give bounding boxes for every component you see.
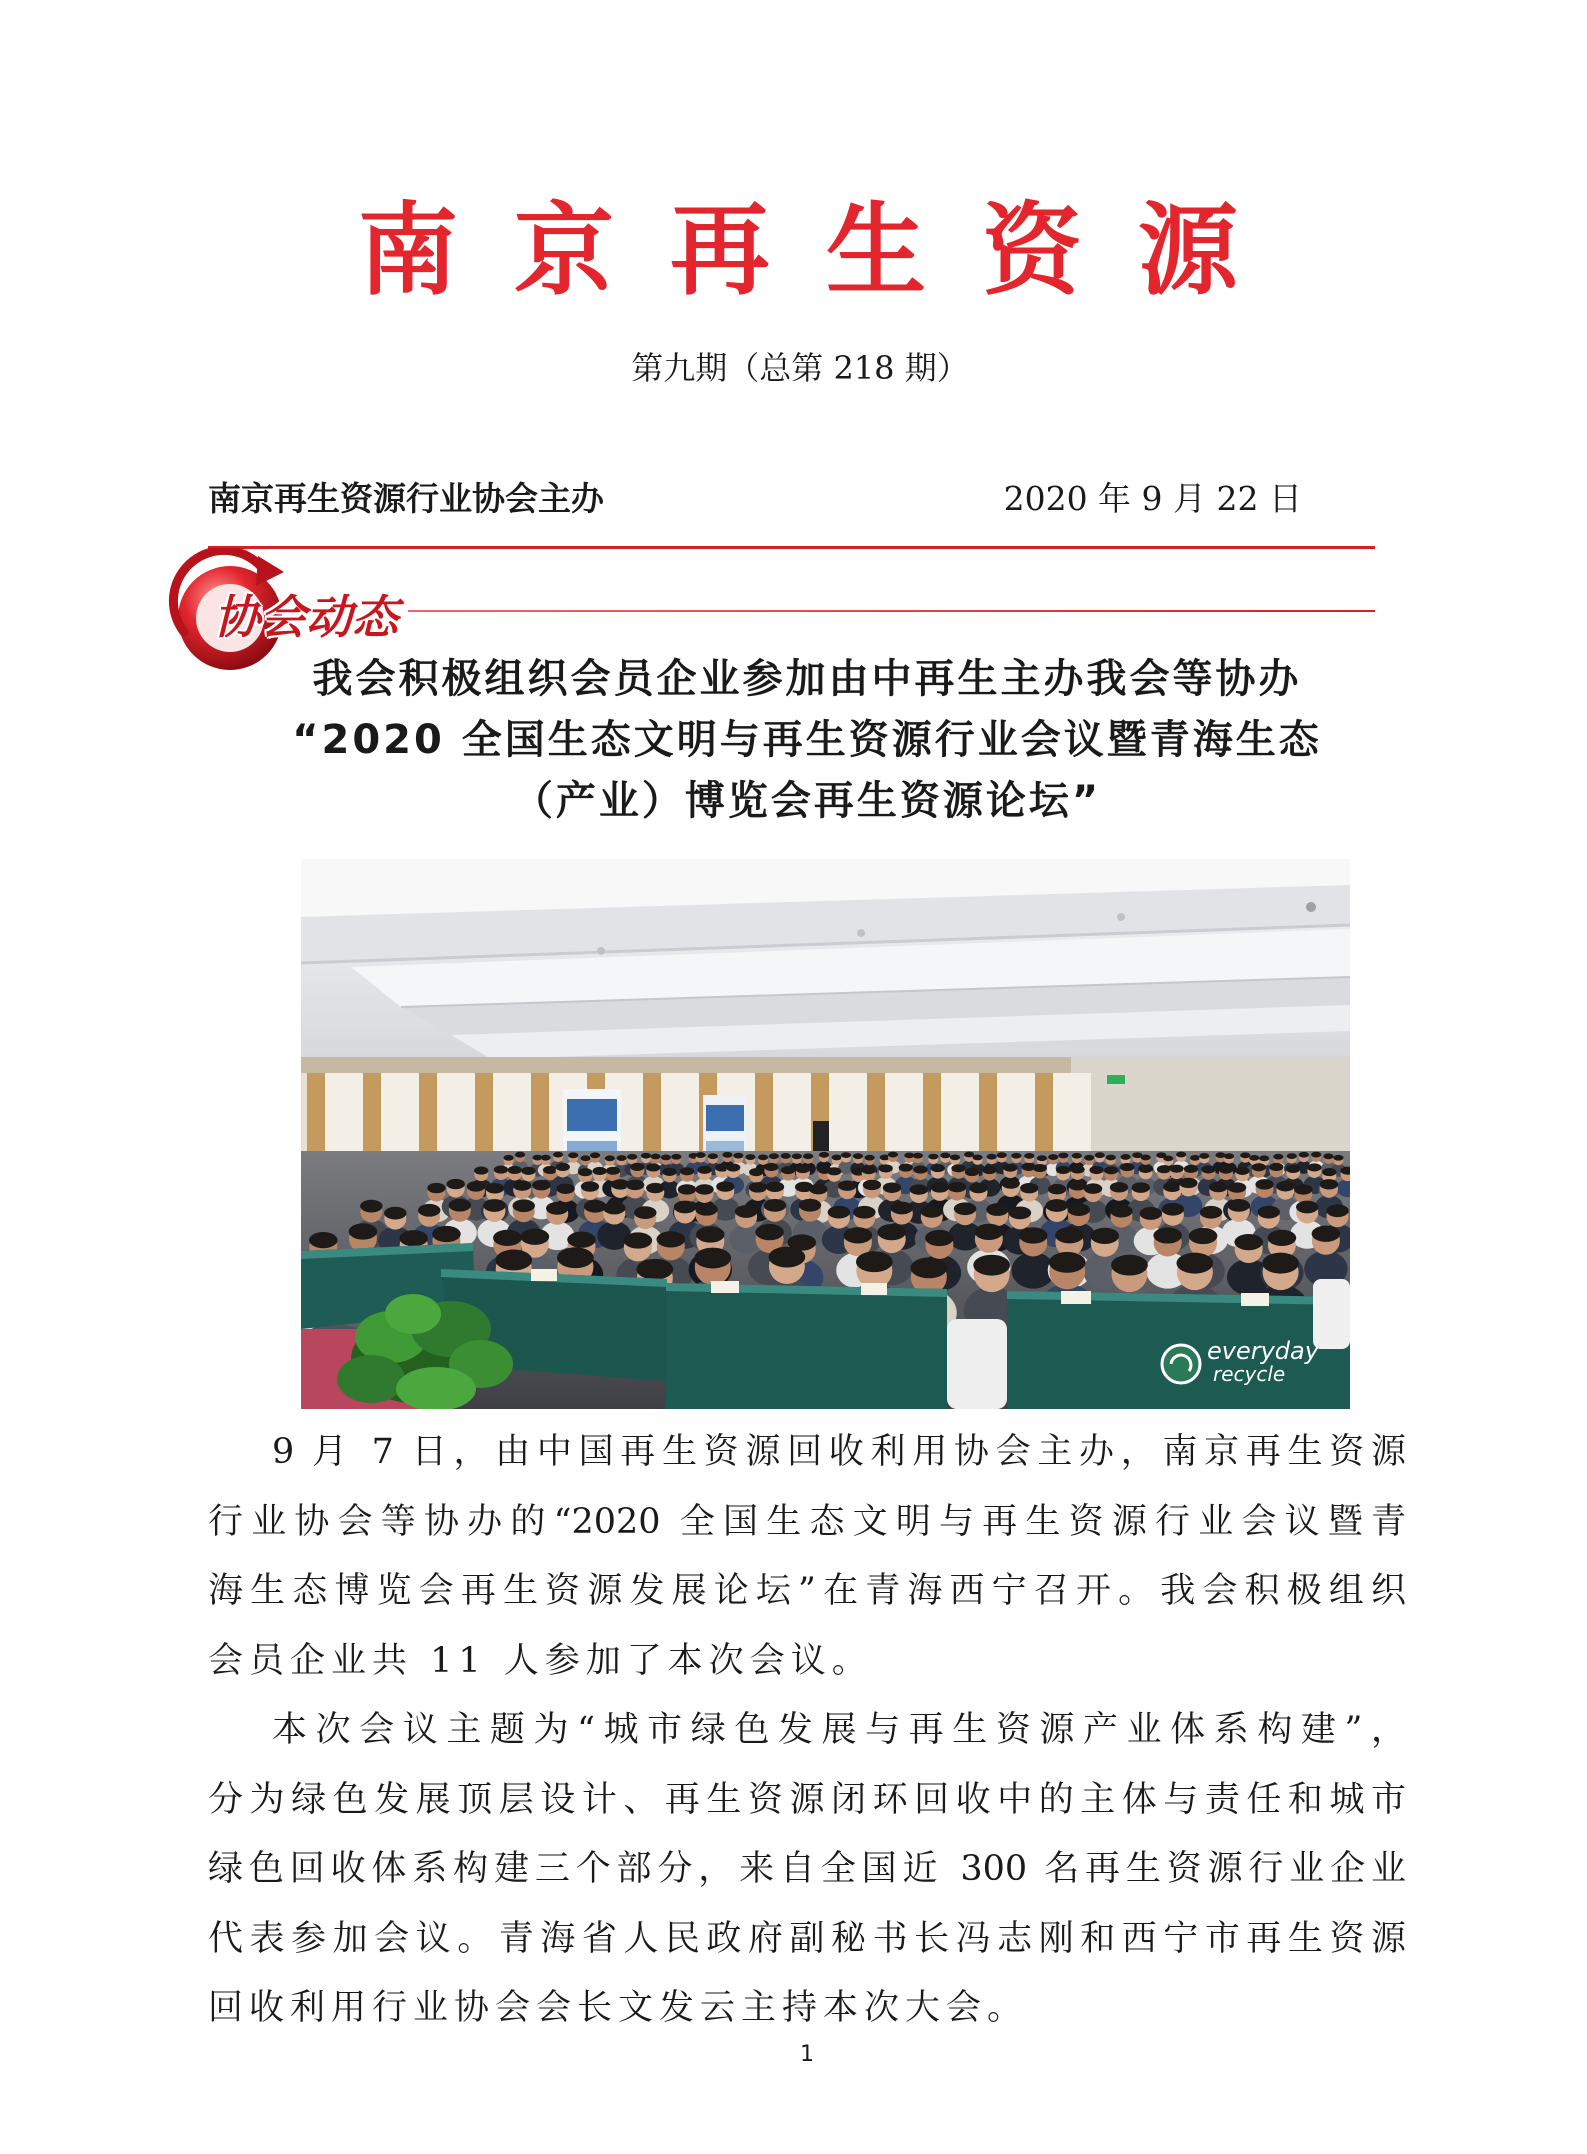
body-line: 回收利用行业协会会长文发云主持本次大会。 (208, 1988, 1029, 2028)
attendee-hair (603, 1202, 625, 1215)
attendee-hair (722, 1152, 732, 1158)
attendee-hair (671, 1154, 681, 1160)
attendee-hair (1199, 1153, 1209, 1159)
attendee-hair (634, 1206, 656, 1219)
attendee-hair (769, 1247, 806, 1268)
attendee-hair (1002, 1178, 1020, 1188)
attendee-hair (1163, 1182, 1181, 1192)
attendee-hair (626, 1180, 644, 1190)
headline-line: “2020 全国生态文明与再生资源行业会议暨青海生态 (292, 717, 1322, 763)
attendee-hair (349, 1223, 378, 1239)
attendee-hair (841, 1152, 851, 1158)
attendee-hair (827, 1167, 841, 1175)
attendee-hair (360, 1200, 382, 1213)
attendee-hair (716, 1181, 734, 1191)
conference-photo (301, 859, 1350, 1409)
attendee-hair (828, 1206, 850, 1219)
attendee-hair (1287, 1153, 1297, 1159)
attendee-hair (726, 1163, 740, 1171)
attendee-hair (733, 1153, 743, 1159)
attendee-hair (928, 1154, 938, 1160)
body-line: 分为绿色发展顶层设计、再生资源闭环回收中的主体与责任和城市 (208, 1779, 1406, 1820)
attendee-hair (578, 1168, 592, 1176)
attendee-hair (486, 1183, 504, 1193)
attendee-hair (1153, 1227, 1182, 1243)
attendee-hair (1269, 1163, 1283, 1171)
sponsor-line: 南京再生资源行业协会主办 (208, 479, 604, 518)
attendee-hair (553, 1152, 563, 1158)
attendee-hair (951, 1164, 965, 1172)
attendee-hair (557, 1247, 594, 1268)
attendee-hair (766, 1182, 784, 1192)
attendee-hair (986, 1203, 1008, 1216)
attendee-hair (1055, 1227, 1084, 1243)
attendee-hair (888, 1152, 898, 1158)
attendee-hair (1111, 1255, 1148, 1276)
attendee-hair (1037, 1155, 1047, 1161)
attendee-hair (997, 1152, 1007, 1158)
attendee-hair (1104, 1166, 1118, 1174)
issue-number: 第九期（总第 218 期） (631, 349, 969, 387)
attendee-hair (515, 1152, 525, 1158)
attendee-hair (931, 1182, 949, 1192)
attendee-hair (891, 1202, 913, 1215)
attendee-hair (1056, 1166, 1070, 1174)
attendee-hair (749, 1182, 767, 1192)
attendee-hair (1258, 1206, 1280, 1219)
attendee-hair (982, 1166, 996, 1174)
attendee-hair (844, 1227, 873, 1243)
section-label: 协会动态 (214, 590, 398, 644)
attendee-hair (1110, 1205, 1132, 1218)
article-headline (208, 649, 1406, 832)
attendee-hair (541, 1155, 551, 1161)
attendee-hair (1110, 1182, 1128, 1192)
masthead-divider (208, 546, 1375, 549)
attendee-hair (1139, 1165, 1153, 1173)
attendee-hair (910, 1257, 947, 1278)
attendee-hair (1190, 1155, 1200, 1161)
body-line: 海生态博览会再生资源发展论坛”在青海西宁召开。我会积极组织 (208, 1571, 1406, 1611)
attendee-hair (449, 1199, 471, 1212)
attendee-hair (1140, 1207, 1162, 1220)
attendee-hair (1311, 1152, 1321, 1158)
attendee-hair (521, 1167, 535, 1175)
attendee-hair (1294, 1184, 1312, 1194)
attendee-hair (954, 1202, 976, 1215)
attendee-hair (493, 1230, 522, 1246)
attendee-hair (1169, 1165, 1183, 1173)
attendee-hair (495, 1250, 532, 1271)
headline-line: 我会积极组织会员企业参加由中再生主办我会等协办 (312, 656, 1302, 702)
attendee-hair (1049, 1252, 1086, 1273)
body-line: 绿色回收体系构建三个部分，来自全国近 300 名再生资源行业企业 (208, 1849, 1406, 1889)
attendee-hair (1090, 1228, 1119, 1244)
attendee-hair (616, 1155, 626, 1161)
attendee-hair (925, 1230, 954, 1246)
attendee-hair (975, 1224, 1004, 1240)
attendee-hair (1176, 1253, 1213, 1274)
attendee-hair (1252, 1163, 1266, 1171)
attendee-hair (969, 1183, 987, 1193)
attendee-hair (735, 1205, 757, 1218)
attendee-hair (543, 1166, 557, 1174)
attendee-hair (803, 1153, 813, 1159)
attendee-hair (1286, 1165, 1300, 1173)
attendee-hair (697, 1166, 711, 1174)
exit-sign (1107, 1075, 1125, 1084)
attendee-hair (865, 1155, 875, 1161)
attendee-hair (580, 1155, 590, 1161)
attendee-hair (1163, 1155, 1173, 1161)
attendee-hair (1084, 1183, 1102, 1193)
attendee-hair (680, 1167, 694, 1175)
attendee-hair (769, 1153, 779, 1159)
attendee-hair (605, 1155, 615, 1161)
attendee-hair (532, 1180, 550, 1190)
attendee-hair (883, 1183, 901, 1193)
attendee-hair (641, 1153, 651, 1159)
attendee-hair (1312, 1226, 1341, 1242)
recycle-icon (1162, 1345, 1200, 1383)
attendee-hair (910, 1184, 928, 1194)
attendee-hair (1249, 1155, 1259, 1161)
attendee-hair (399, 1230, 428, 1246)
attendee-hair (758, 1154, 768, 1160)
attendee-hair (567, 1232, 596, 1248)
attendee-hair (494, 1166, 508, 1174)
attendee-hair (309, 1232, 338, 1248)
attendee-hair (964, 1152, 974, 1158)
attendee-hair (678, 1184, 696, 1194)
attendee-hair (624, 1232, 653, 1248)
attendee-hair (1320, 1179, 1338, 1189)
attendee-hair (921, 1205, 943, 1218)
attendee-hair (781, 1153, 791, 1159)
attendee-hair (418, 1204, 440, 1217)
attendee-hair (636, 1259, 673, 1280)
attendee-hair (646, 1163, 660, 1171)
attendee-hair (1019, 1227, 1048, 1243)
headline-line: （产业）博览会再生资源论坛” (512, 778, 1102, 824)
attendee-hair (1095, 1152, 1105, 1158)
attendee-hair (940, 1152, 950, 1158)
article-body (208, 1418, 1406, 2044)
logo-text-top: everyday (1207, 1337, 1319, 1365)
attendee-hair (662, 1168, 676, 1176)
attendee-hair (1224, 1153, 1234, 1159)
attendee-hair (1215, 1152, 1225, 1158)
attendee-hair (950, 1154, 960, 1160)
attendee-hair (809, 1184, 827, 1194)
attendee-hair (513, 1180, 531, 1190)
attendee-hair (913, 1153, 923, 1159)
attendee-hair (1296, 1201, 1318, 1214)
attendee-hair (1176, 1152, 1186, 1158)
attendee-hair (1003, 1164, 1017, 1172)
attendee-hair (1084, 1155, 1094, 1161)
attendee-hair (799, 1199, 821, 1212)
attendee-hair (1157, 1165, 1171, 1173)
attendee-hair (590, 1152, 600, 1158)
attendee-hair (1273, 1154, 1283, 1160)
attendee-hair (819, 1152, 829, 1158)
section-divider (408, 610, 1375, 612)
attendee-hair (1162, 1203, 1184, 1216)
attendee-hair (1132, 1182, 1150, 1192)
publication-date: 2020 年 9 月 22 日 (1003, 479, 1302, 518)
attendee-hair (657, 1231, 686, 1247)
attendee-hair (627, 1154, 637, 1160)
attendee-hair (1268, 1230, 1297, 1246)
attendee-hair (1234, 1234, 1263, 1250)
attendee-hair (427, 1183, 445, 1193)
body-line: 本次会议主题为“城市绿色发展与再生资源产业体系构建”， (272, 1710, 1406, 1750)
attendee-hair (584, 1200, 606, 1213)
attendee-hair (745, 1154, 755, 1160)
attendee-hair (1106, 1155, 1116, 1161)
attendee-hair (1209, 1182, 1227, 1192)
attendee-hair (556, 1184, 574, 1194)
body-line: 会员企业共 11 人参加了本次会议。 (208, 1640, 873, 1681)
attendee-hair (695, 1203, 717, 1216)
attendee-hair (661, 1154, 671, 1160)
attendee-hair (972, 1155, 982, 1161)
attendee-hair (674, 1201, 696, 1214)
attendee-hair (694, 1248, 731, 1269)
attendee-hair (1276, 1181, 1294, 1191)
attendee-hair (1259, 1155, 1269, 1161)
emblem-arrowhead-icon (256, 556, 284, 586)
attendee-hair (513, 1199, 535, 1212)
attendee-hair (1333, 1155, 1343, 1161)
attendee-hair (863, 1180, 881, 1190)
body-line: 9 月 7 日，由中国再生资源回收利用协会主办，南京再生资源 (272, 1432, 1406, 1472)
attendee-hair (447, 1179, 465, 1189)
attendee-hair (931, 1164, 945, 1172)
attendee-hair (1307, 1163, 1321, 1171)
attendee-hair (592, 1167, 606, 1175)
attendee-hair (432, 1226, 461, 1242)
attendee-hair (503, 1155, 513, 1161)
attendee-hair (1120, 1154, 1130, 1160)
attendee-hair (764, 1163, 778, 1171)
attendee-hair (1033, 1164, 1047, 1172)
attendee-hair (1024, 1153, 1034, 1159)
attendee-hair (853, 1206, 875, 1219)
attendee-hair (508, 1166, 522, 1174)
attendee-hair (877, 1224, 906, 1240)
chair-cover (947, 1319, 1007, 1409)
attendee-hair (879, 1164, 893, 1172)
attendee-hair (696, 1226, 725, 1242)
attendee-hair (1326, 1204, 1348, 1217)
body-line: 行业协会等协办的“2020 全国生态文明与再生资源行业会议暨青 (208, 1501, 1406, 1542)
attendee-hair (1189, 1228, 1218, 1244)
attendee-hair (1322, 1168, 1336, 1176)
attendee-hair (764, 1199, 786, 1212)
attendee-hair (749, 1168, 763, 1176)
attendee-hair (796, 1165, 810, 1173)
attendee-hair (973, 1255, 1010, 1276)
attendee-hair (556, 1163, 570, 1171)
attendee-hair (1228, 1182, 1246, 1192)
attendee-hair (1120, 1163, 1134, 1171)
attendee-hair (1009, 1206, 1031, 1219)
attendee-hair (987, 1154, 997, 1160)
attendee-hair (651, 1154, 661, 1160)
attendee-hair (1255, 1179, 1273, 1189)
attendee-hair (1068, 1203, 1090, 1216)
attendee-hair (483, 1199, 505, 1212)
attendee-hair (1200, 1206, 1222, 1219)
attendee-hair (832, 1155, 842, 1161)
attendee-hair (965, 1168, 979, 1176)
attendee-hair (630, 1163, 644, 1171)
attendee-hair (755, 1224, 784, 1240)
attendee-hair (546, 1202, 568, 1215)
logo-text-bottom: recycle (1213, 1362, 1286, 1386)
attendee-hair (1201, 1165, 1215, 1173)
attendee-hair (1240, 1152, 1250, 1158)
attendee-hair (838, 1180, 856, 1190)
attendee-hair (856, 1251, 893, 1272)
attendee-hair (1089, 1166, 1103, 1174)
attendee-hair (1020, 1183, 1038, 1193)
page-number: 1 (800, 2042, 814, 2067)
attendee-hair (1235, 1167, 1249, 1175)
attendee-hair (1011, 1153, 1021, 1159)
attendee-hair (1072, 1153, 1082, 1159)
attendee-hair (1228, 1199, 1250, 1212)
attendee-hair (853, 1153, 863, 1159)
attendee-hair (474, 1167, 488, 1175)
attendee-hair (695, 1184, 713, 1194)
attendee-hair (1299, 1152, 1309, 1158)
attendee-hair (1184, 1165, 1198, 1173)
attendee-hair (862, 1166, 876, 1174)
attendee-hair (695, 1152, 705, 1158)
attendee-hair (467, 1181, 485, 1191)
attendee-hair (1048, 1154, 1058, 1160)
attendee-hair (606, 1167, 620, 1175)
attendee-hair (1141, 1155, 1151, 1161)
body-line: 代表参加会议。青海省人民政府副秘书长冯志刚和西宁市再生资源 (208, 1918, 1406, 1959)
attendee-hair (521, 1229, 550, 1245)
attendee-hair (581, 1181, 599, 1191)
attendee-hair (568, 1152, 578, 1158)
attendee-hair (948, 1182, 966, 1192)
attendee-hair (384, 1207, 406, 1220)
attendee-hair (1058, 1153, 1068, 1159)
attendee-hair (708, 1153, 718, 1159)
attendee-hair (1070, 1165, 1084, 1173)
attendee-hair (1046, 1199, 1068, 1212)
attendee-hair (1323, 1153, 1333, 1159)
attendee-hair (646, 1183, 664, 1193)
attendee-hair (1179, 1178, 1197, 1188)
attendee-hair (913, 1166, 927, 1174)
attendee-hair (1262, 1253, 1299, 1274)
attendee-hair (1219, 1166, 1233, 1174)
attendee-hair (792, 1153, 802, 1159)
attendee-hair (781, 1166, 795, 1174)
attendee-hair (1048, 1184, 1066, 1194)
masthead-title: 南京再生资源 (358, 192, 1294, 309)
ceiling (301, 859, 1350, 1074)
attendee-hair (899, 1164, 913, 1172)
